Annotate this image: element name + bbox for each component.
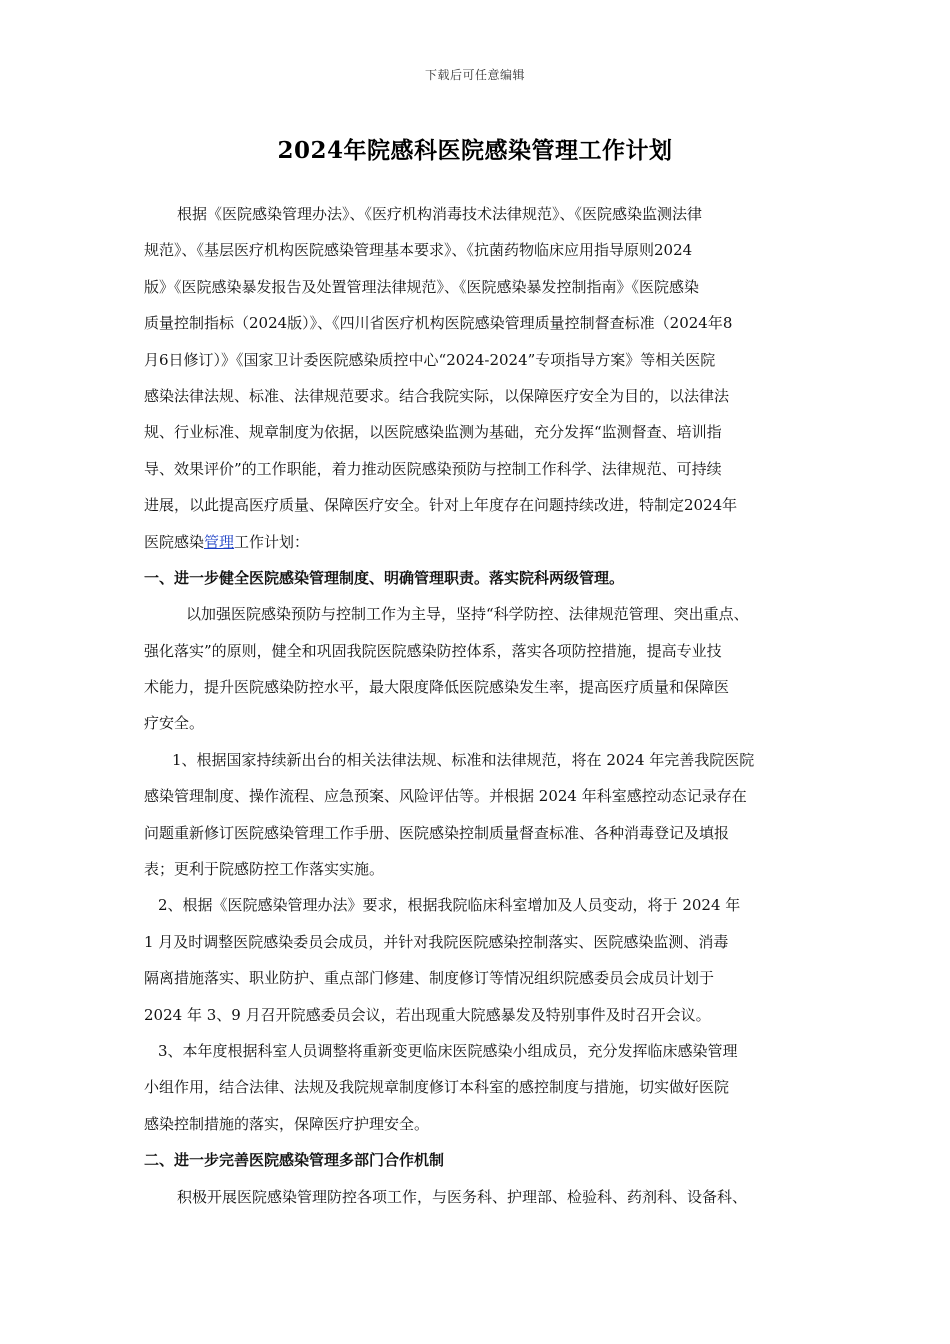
- item1-line: 感染管理制度、操作流程、应急预案、风险评估等。并根据 2024 年科室感控动态记录存在: [144, 787, 747, 806]
- intro-line: 月6日修订）》《国家卫计委医院感染质控中心“2024-2024”专项指导方案》等相关医院: [144, 350, 716, 369]
- document-title: 2024年院感科医院感染管理工作计划: [277, 137, 673, 164]
- header-note: 下载后可任意编辑: [424, 68, 525, 82]
- intro-line: 质量控制指标（2024版）》、《四川省医疗机构医院感染管理质量控制督查标准（2024年8: [144, 314, 733, 333]
- item3-line: 3、本年度根据科室人员调整将重新变更临床医院感染小组成员，充分发挥临床感染管理: [158, 1041, 738, 1060]
- section1-para-line: 以加强医院感染预防与控制工作为主导，坚持“科学防控、法律规范管理、突出重点、: [186, 605, 749, 624]
- item1-line: 1、根据国家持续新出台的相关法律法规、标准和法律规范，将在 2024 年完善我院医院: [172, 750, 755, 769]
- section1-para-line: 疗安全。: [144, 714, 205, 733]
- item1-line: 表；更利于院感防控工作落实实施。: [144, 860, 385, 879]
- section-heading: 二、进一步完善医院感染管理多部门合作机制: [144, 1151, 445, 1170]
- item1-line: 问题重新修订医院感染管理工作手册、医院感染控制质量督查标准、各种消毒登记及填报: [144, 823, 730, 842]
- intro-line: 版》《医院感染暴发报告及处置管理法律规范》、《医院感染暴发控制指南》《医院感染: [144, 277, 700, 296]
- item3-line: 感染控制措施的落实，保障医疗护理安全。: [144, 1114, 430, 1133]
- intro-line: 根据《医院感染管理办法》、《医疗机构消毒技术法律规范》、《医院感染监测法律: [177, 205, 703, 223]
- management-link[interactable]: 管理: [204, 532, 235, 551]
- intro-line: 规范》、《基层医疗机构医院感染管理基本要求》、《抗菌药物临床应用指导原则2024: [144, 241, 693, 260]
- section1-para-line: 强化落实”的原则，健全和巩固我院医院感染防控体系，落实各项防控措施，提高专业技: [144, 641, 722, 660]
- document-body: [144, 196, 820, 1215]
- item2-line: 2、根据《医院感染管理办法》要求，根据我院临床科室增加及人员变动，将于 2024 年: [158, 896, 741, 915]
- intro-last-suffix: 工作计划：: [234, 532, 310, 551]
- intro-last-line: [144, 524, 820, 560]
- item2-line: 1 月及时调整医院感染委员会成员，并针对我院医院感染控制落实、医院感染监测、消毒: [144, 932, 729, 951]
- item2-line: 隔离措施落实、职业防护、重点部门修建、制度修订等情况组织院感委员会成员计划于: [144, 969, 715, 988]
- intro-line: 导、效果评价”的工作职能，着力推动医院感染预防与控制工作科学、法律规范、可持续: [144, 459, 722, 478]
- intro-last-prefix: 医院感染: [144, 532, 205, 551]
- intro-line: 进展，以此提高医疗质量、保障医疗安全。针对上年度存在问题持续改进，特制定2024年: [144, 496, 738, 515]
- intro-line: 感染法律法规、标准、法律规范要求。结合我院实际，以保障医疗安全为目的，以法律法: [144, 386, 730, 405]
- item2-line: 2024 年 3、9 月召开院感委员会议，若出现重大院感暴发及特别事件及时召开会议。: [144, 1005, 711, 1024]
- item3-line: 小组作用，结合法律、法规及我院规章制度修订本科室的感控制度与措施，切实做好医院: [144, 1078, 730, 1097]
- intro-line: 规、行业标准、规章制度为依据，以医院感染监测为基础，充分发挥“监测督查、培训指: [144, 423, 722, 442]
- section-heading: 一、进一步健全医院感染管理制度、明确管理职责。落实院科两级管理。: [144, 568, 625, 587]
- section1-para-line: 术能力，提升医院感染防控水平，最大限度降低医院感染发生率，提高医疗质量和保障医: [144, 678, 730, 697]
- section2-para-line: 积极开展医院感染管理防控各项工作，与医务科、护理部、检验科、药剂科、设备科、: [177, 1187, 748, 1206]
